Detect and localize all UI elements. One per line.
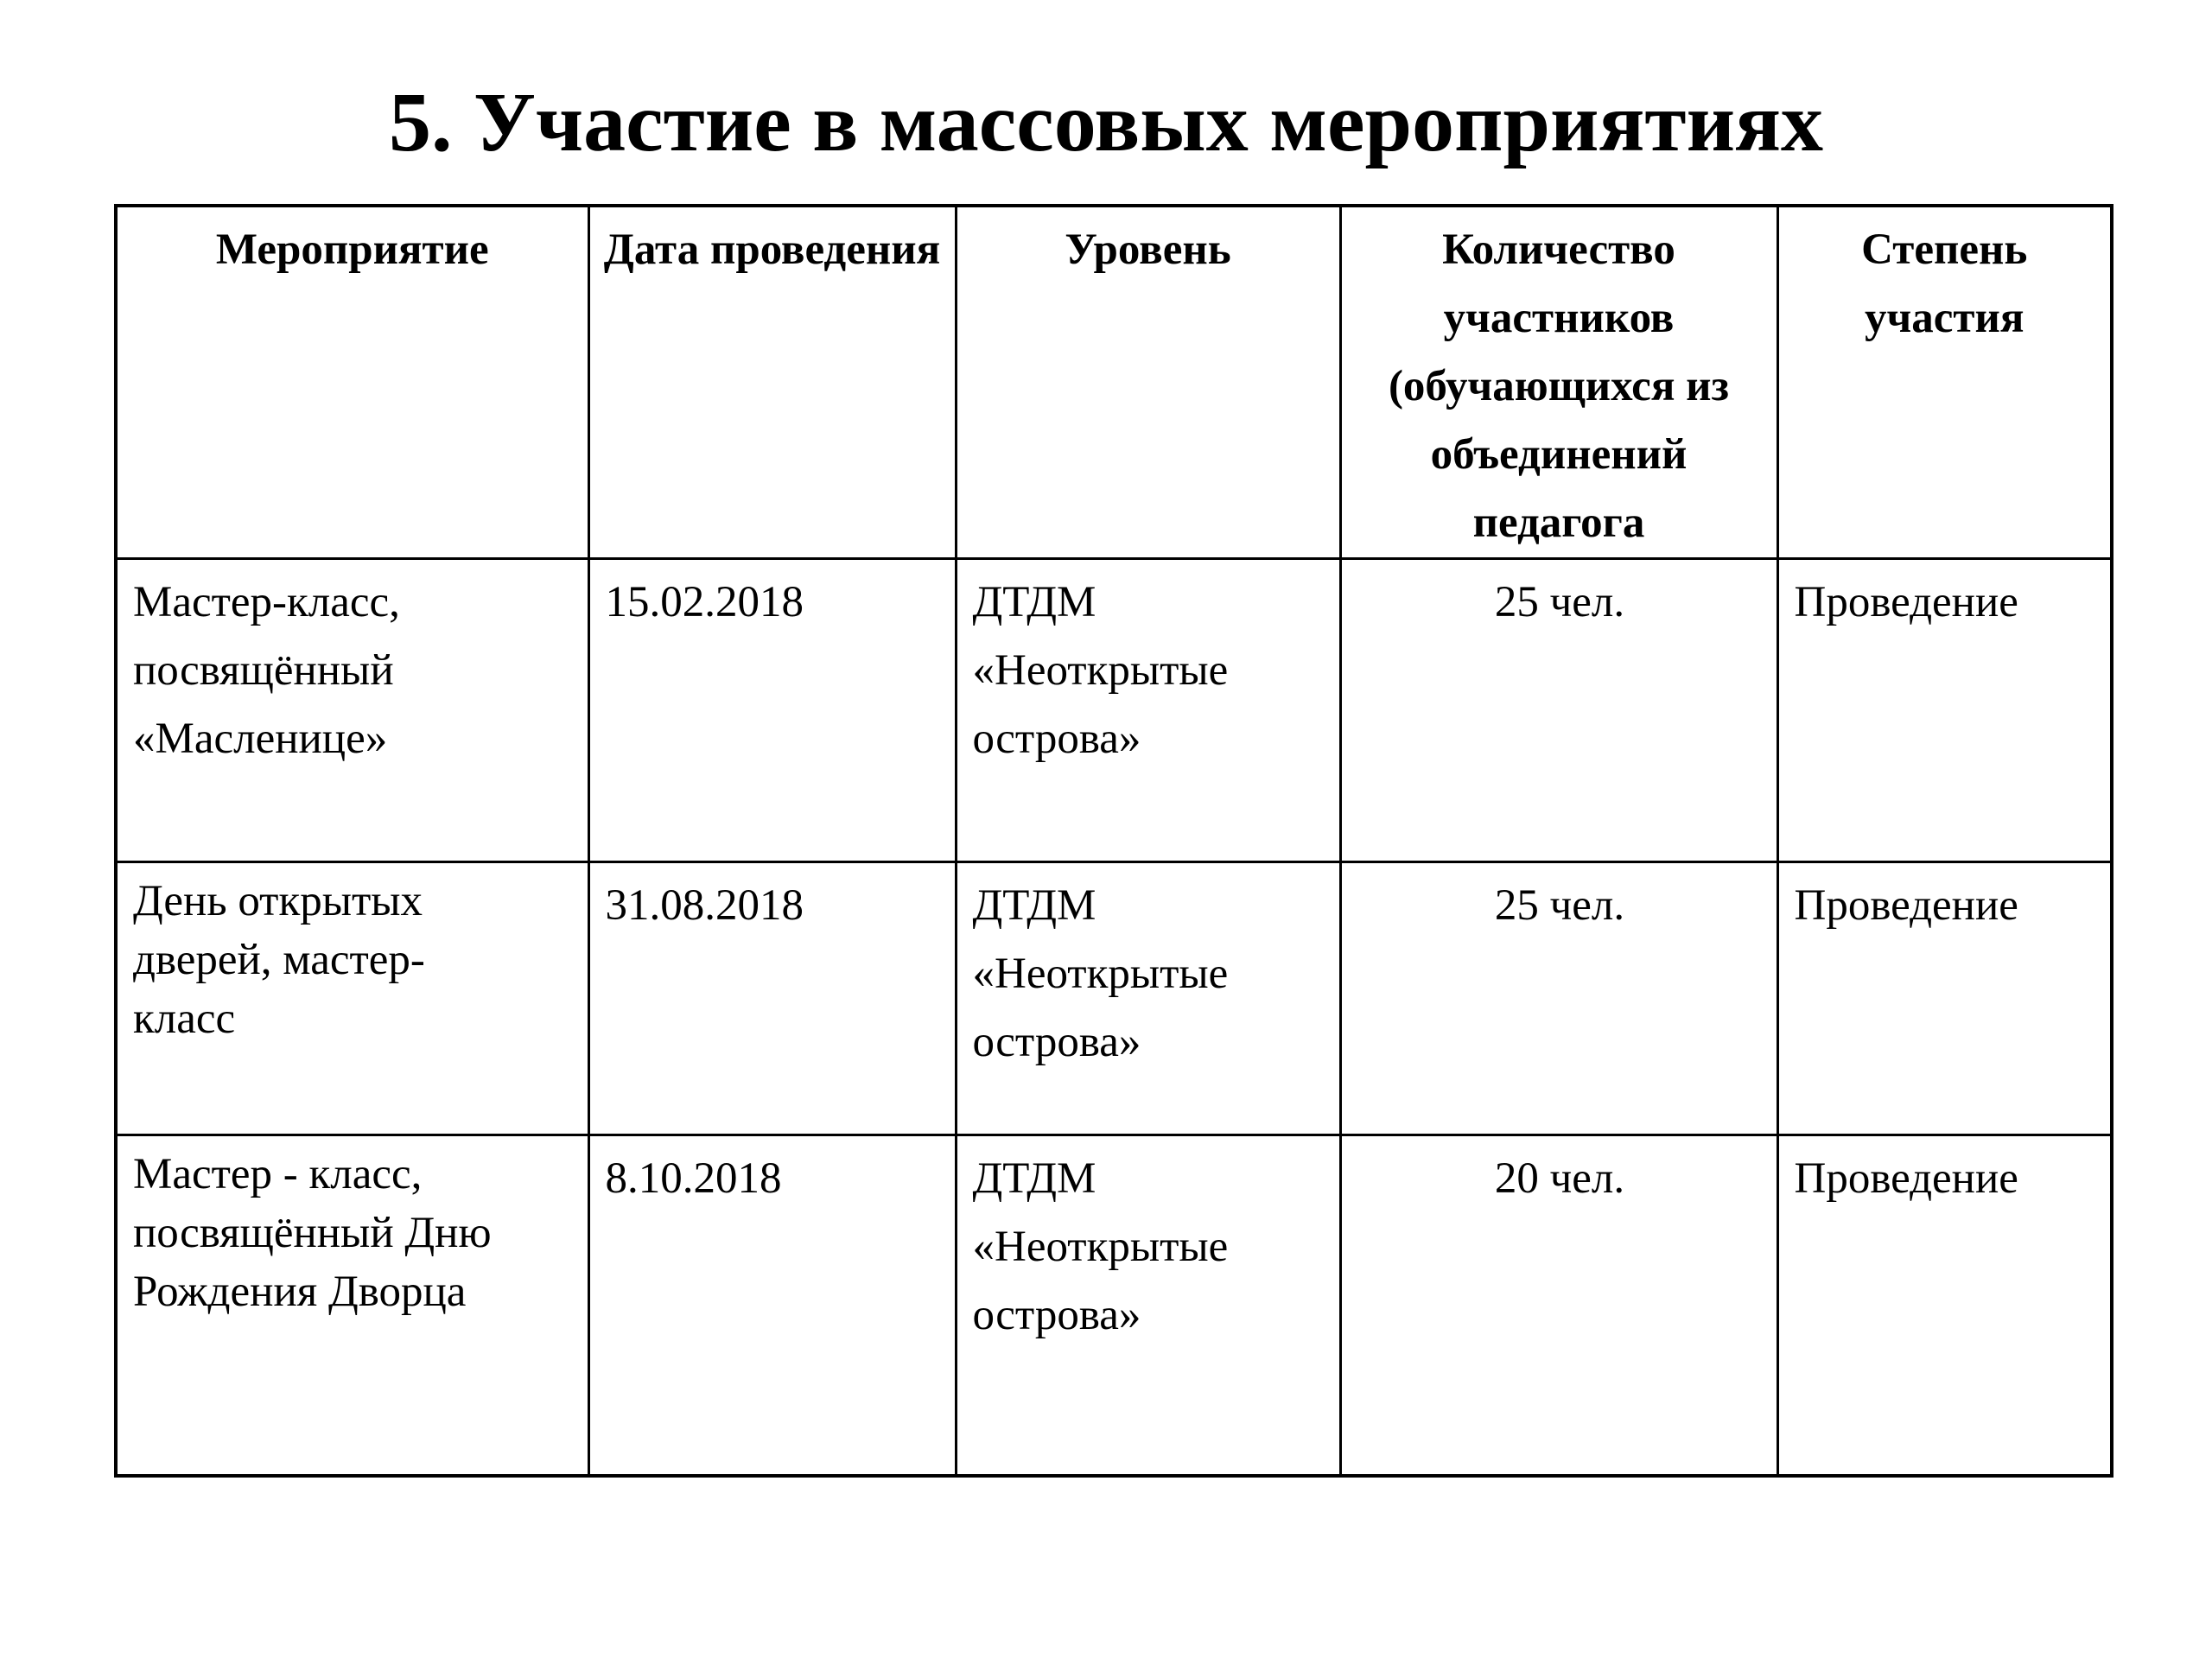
header-date: Дата проведения — [588, 206, 956, 559]
event-text: Мастер - класс, посвящённый Дню Рождения Дворца — [133, 1150, 492, 1316]
table-row — [116, 1135, 2112, 1477]
cell-count — [1340, 862, 1777, 1135]
event-text: Мастер-класс, посвящённый «Масленице» — [133, 578, 400, 763]
cell-date — [588, 1135, 956, 1477]
level-text: ДТДМ «Неоткрытые острова» — [972, 1154, 1229, 1339]
table-row — [116, 559, 2112, 862]
header-event: Мероприятие — [116, 206, 588, 559]
count-text: 25 чел. — [1494, 578, 1625, 626]
participation-text: Проведение — [1794, 881, 2018, 930]
header-participation-degree: Степень участия — [1777, 206, 2112, 559]
header-level: Уровень — [956, 206, 1340, 559]
cell-date — [588, 862, 956, 1135]
cell-event — [116, 1135, 588, 1477]
table-row — [116, 862, 2112, 1135]
cell-level — [956, 862, 1340, 1135]
events-table — [114, 204, 2113, 1478]
table-header-row — [116, 206, 2112, 559]
cell-count — [1340, 559, 1777, 862]
level-text: ДТДМ «Неоткрытые острова» — [972, 578, 1229, 763]
count-text: 20 чел. — [1494, 1154, 1625, 1203]
cell-participation — [1777, 862, 2112, 1135]
page-title: 5. Участие в массовых мероприятиях — [388, 76, 1824, 169]
participation-text: Проведение — [1794, 1154, 2018, 1203]
cell-participation — [1777, 1135, 2112, 1477]
cell-date — [588, 559, 956, 862]
cell-event — [116, 862, 588, 1135]
header-participant-count: Количество участников (обучающихся из объединений педагога — [1340, 206, 1777, 559]
cell-level — [956, 1135, 1340, 1477]
cell-participation — [1777, 559, 2112, 862]
date-text: 15.02.2018 — [605, 578, 804, 626]
level-text: ДТДМ «Неоткрытые острова» — [972, 881, 1229, 1066]
participation-text: Проведение — [1794, 578, 2018, 626]
date-text: 31.08.2018 — [605, 881, 804, 930]
cell-event — [116, 559, 588, 862]
cell-count — [1340, 1135, 1777, 1477]
cell-level — [956, 559, 1340, 862]
date-text: 8.10.2018 — [605, 1154, 782, 1203]
event-text: День открытых дверей, мастер- класс — [133, 877, 425, 1043]
count-text: 25 чел. — [1494, 881, 1625, 930]
